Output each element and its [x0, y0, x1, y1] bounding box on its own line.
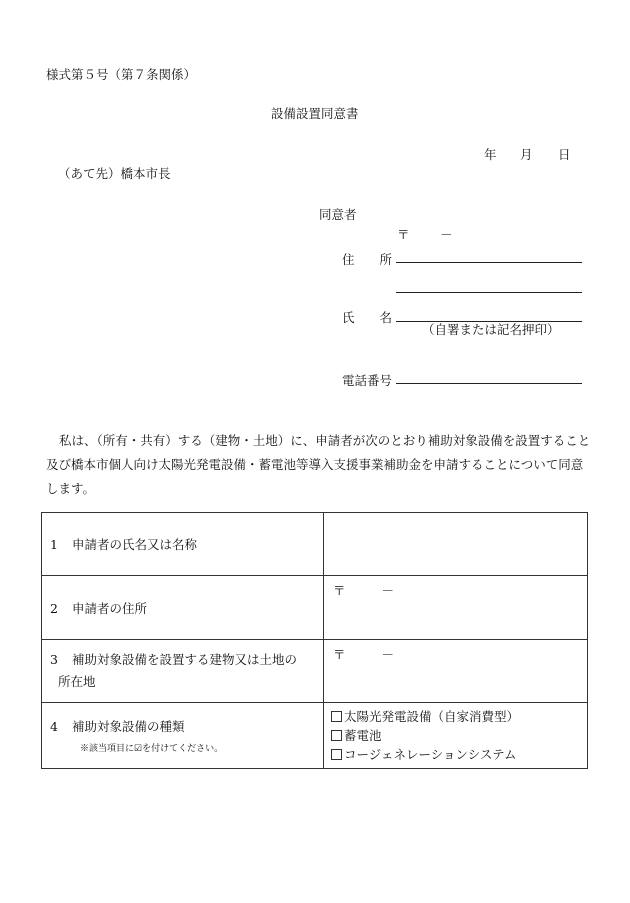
row-number: 2 [50, 600, 58, 616]
consenter-postal-dash: － [440, 227, 453, 242]
date-year: 年 [484, 147, 497, 162]
page-title: 設備設置同意書 [271, 106, 359, 121]
addressee: （あて先）橋本市長 [58, 166, 171, 181]
checkbox-icon[interactable] [331, 711, 342, 722]
postal-mark: 〒 [333, 583, 346, 598]
postal-dash: － [381, 583, 395, 598]
phone-label: 電話番号 [342, 373, 393, 388]
install-location-field[interactable] [324, 640, 588, 703]
option-label: 太陽光発電設備（自家消費型） [344, 709, 520, 724]
checkbox-icon[interactable] [331, 730, 342, 741]
row-number: 3 [50, 652, 58, 667]
date-month: 月 [520, 147, 533, 162]
option-cogeneration[interactable] [331, 745, 587, 764]
postal-code [333, 581, 394, 599]
consenter-postal-mark: 〒 [397, 227, 410, 242]
checkbox-instruction-note: ※該当項目に☑を付けてください。 [80, 744, 224, 754]
form-number: 様式第５号（第７条関係） [46, 67, 197, 82]
row-label-applicant-address [42, 576, 324, 640]
applicant-address-field[interactable] [324, 576, 588, 640]
table-row [42, 576, 588, 640]
row-label-equipment-type [42, 703, 324, 769]
row-label-text: 補助対象設備の種類 [72, 719, 185, 734]
application-table [41, 512, 588, 769]
consent-statement [46, 429, 591, 501]
postal-dash: － [381, 647, 395, 662]
table-row [42, 703, 588, 769]
equipment-type-options [324, 703, 588, 769]
date-day: 日 [558, 147, 571, 162]
address-label: 住 所 [342, 252, 393, 267]
option-label: 蓄電池 [344, 728, 382, 743]
address-field-line-1[interactable] [396, 262, 582, 263]
row-label-text: 申請者の氏名又は名称 [72, 537, 198, 552]
option-battery[interactable] [331, 726, 587, 745]
postal-mark: 〒 [333, 647, 346, 662]
option-solar[interactable] [331, 707, 587, 726]
address-field-line-2[interactable] [396, 292, 582, 293]
phone-field-line[interactable] [396, 383, 582, 384]
row-number: 1 [50, 537, 58, 552]
name-note: （自署または記名押印） [422, 322, 560, 337]
option-label: コージェネレーションシステム [344, 747, 517, 762]
applicant-name-field[interactable] [324, 513, 588, 576]
row-number: 4 [50, 719, 58, 734]
row-label-text-line2: 所在地 [58, 674, 96, 689]
table-row [42, 513, 588, 576]
name-label: 氏 名 [342, 310, 393, 325]
row-label-install-location [42, 640, 324, 703]
checkbox-icon[interactable] [331, 749, 342, 760]
table-row [42, 640, 588, 703]
postal-code [333, 645, 394, 663]
row-label-applicant-name [42, 513, 324, 576]
row-label-text: 申請者の住所 [72, 600, 148, 616]
consent-statement-text: 私は、（所有・共有）する（建物・土地）に、申請者が次のとおり補助対象設備を設置すること及び橋本市個人向け太陽光発電設備・蓄電池等導入支援事業補助金を申請することについて同意します。 [46, 433, 591, 496]
row-label-text: 補助対象設備を設置する建物又は土地の [72, 652, 298, 667]
consenter-heading: 同意者 [319, 207, 357, 222]
